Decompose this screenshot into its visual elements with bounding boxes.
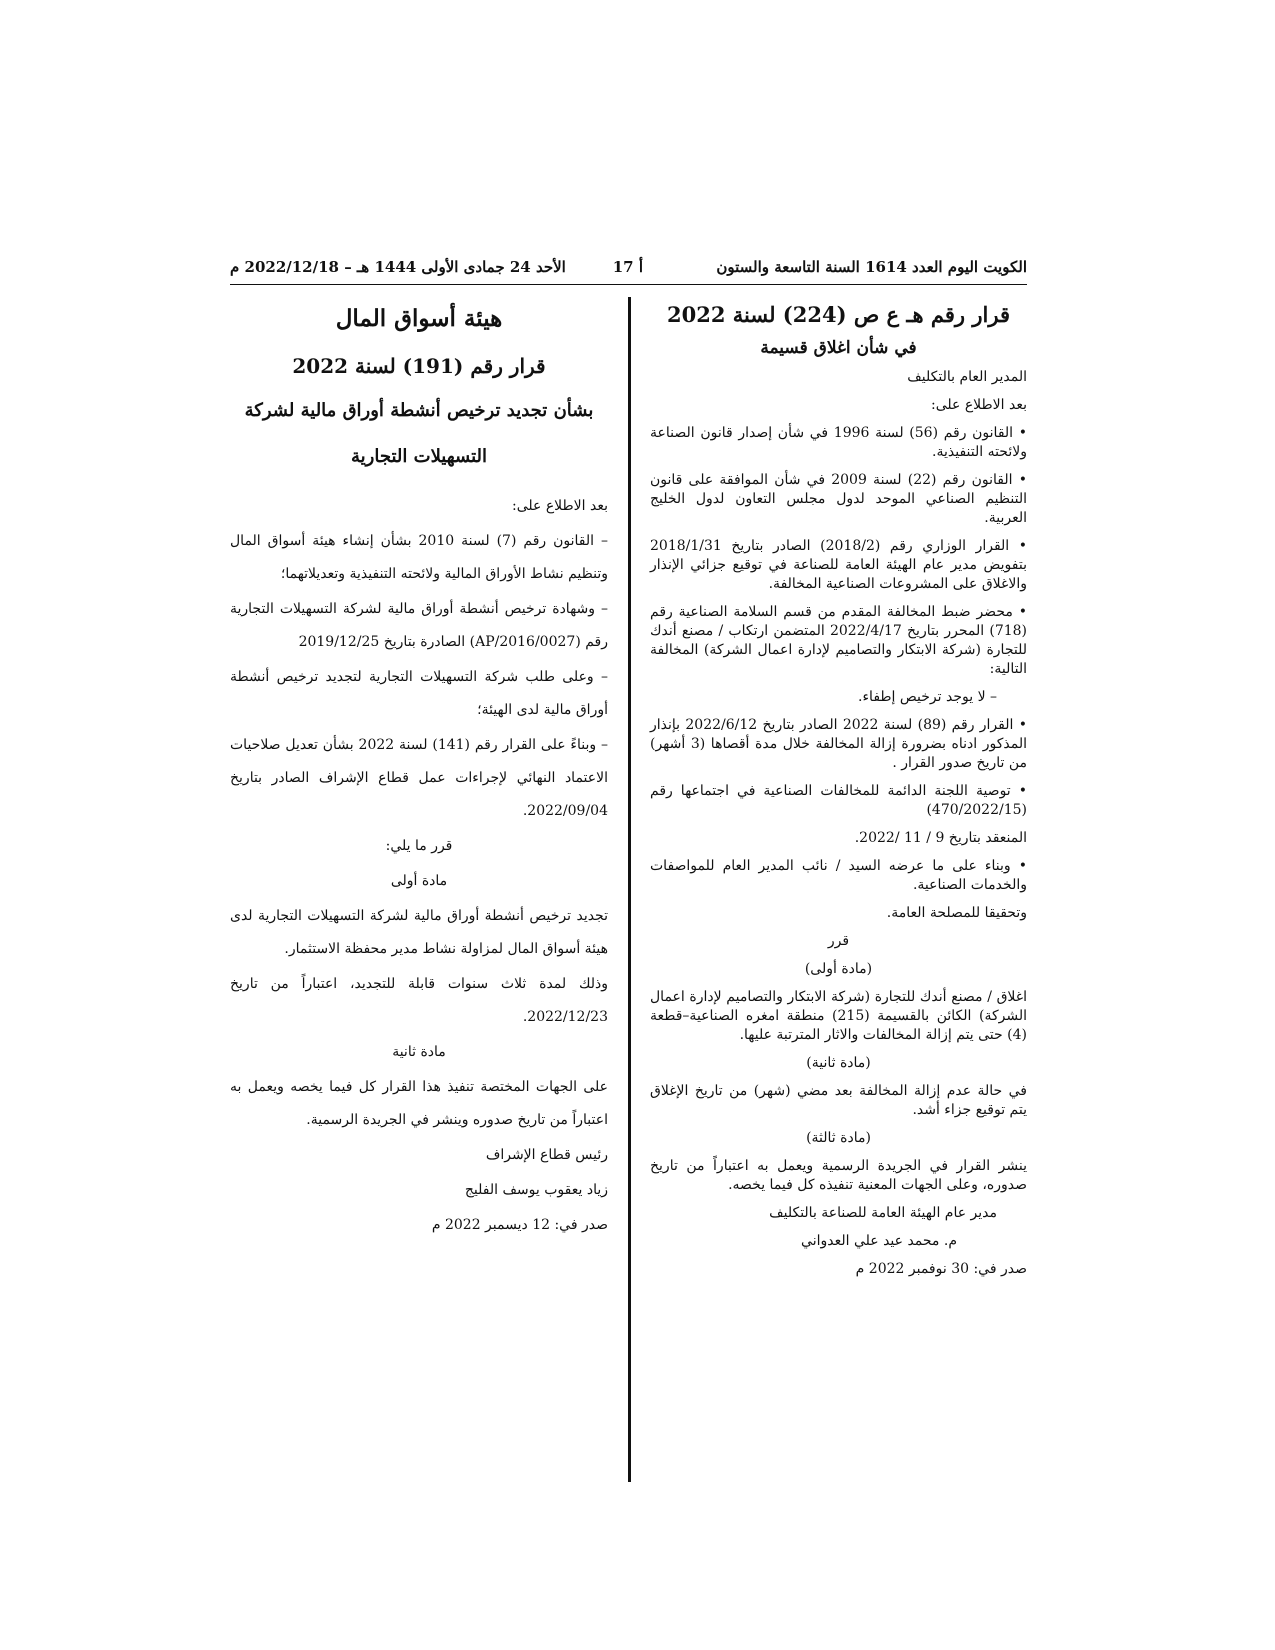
paragraph: المنعقد بتاريخ 9 / 11 /2022. bbox=[854, 830, 1027, 846]
paragraph: • القرار رقم (89) لسنة 2022 الصادر بتاريخ 2022/6/12 بإنذار المذكور ادناه بضرورة إزالة المخالفة خلال مدة أقصاها (3 أشهر) من تاريخ صدور القرار . bbox=[650, 717, 1027, 771]
paragraph: وتحقيقا للمصلحة العامة. bbox=[886, 905, 1027, 921]
paragraph: • القانون رقم (56) لسنة 1996 في شأن إصدار قانون الصناعة ولائحته التنفيذية. bbox=[650, 425, 1027, 460]
decided-heading: قرر bbox=[827, 933, 850, 949]
issue-date: الأحد 24 جمادى الأولى 1444 هـ – 2022/12/18 م bbox=[230, 258, 566, 276]
left-column bbox=[230, 300, 608, 1244]
decision-subtitle: في شأن اغلاق قسيمة bbox=[760, 338, 917, 358]
article-text: تجديد ترخيص أنشطة أوراق مالية لشركة التسهيلات التجارية لدى هيئة أسواق المال لمزاولة نشاط مدير محفظة الاستثمار. bbox=[230, 908, 608, 957]
after-review: بعد الاطلاع على: bbox=[931, 397, 1027, 413]
paragraph: – وبناءً على القرار رقم (141) لسنة 2022 بشأن تعديل صلاحيات الاعتماد النهائي لإجراءات عمل قطاع الإشراف الصادر بتاريخ 2022/09/04. bbox=[230, 737, 608, 819]
decision-subject: بشأن تجديد ترخيص أنشطة أوراق مالية لشركة bbox=[244, 400, 594, 421]
decision-subject-2: التسهيلات التجارية bbox=[350, 446, 488, 467]
column-divider bbox=[628, 297, 631, 1482]
paragraph: – وعلى طلب شركة التسهيلات التجارية لتجديد ترخيص أنشطة أوراق مالية لدى الهيئة؛ bbox=[230, 669, 608, 718]
after-review: بعد الاطلاع على: bbox=[512, 498, 608, 514]
page-number: أ 17 bbox=[612, 258, 643, 276]
gazette-issue: الكويت اليوم العدد 1614 السنة التاسعة والستون bbox=[716, 258, 1027, 276]
authority-name: هيئة أسواق المال bbox=[335, 305, 503, 332]
article-text: وذلك لمدة ثلاث سنوات قابلة للتجديد، اعتباراً من تاريخ 2022/12/23. bbox=[230, 976, 608, 1025]
paragraph: • القانون رقم (22) لسنة 2009 في شأن الموافقة على قانون التنظيم الصناعي الموحد لدول مجلس التعاون لدول الخليج العربية. bbox=[650, 472, 1027, 526]
article-text: على الجهات المختصة تنفيذ هذا القرار كل فيما يخصه ويعمل به اعتباراً من تاريخ صدوره وينشر في الجريدة الرسمية. bbox=[230, 1079, 608, 1128]
paragraph: – وشهادة ترخيص أنشطة أوراق مالية لشركة التسهيلات التجارية رقم (AP/2016/0027) الصادرة بتاريخ 2019/12/25 bbox=[230, 601, 608, 650]
article-text: اغلاق / مصنع أندك للتجارة (شركة الابتكار والتصاميم لإدارة اعمال الشركة) الكائن بالقسيمة (215) منطقة امغره الصناعية–قطعة (4) حتى يتم إزالة المخالفات والاثار المترتبة عليها. bbox=[650, 989, 1027, 1043]
article-text: في حالة عدم إزالة المخالفة بعد مضي (شهر) من تاريخ الإغلاق يتم توقيع جزاء أشد. bbox=[650, 1083, 1027, 1118]
right-column bbox=[650, 300, 1027, 1288]
signature-title: مدير عام الهيئة العامة للصناعة بالتكليف bbox=[769, 1205, 997, 1221]
decision-title: قرار رقم (191) لسنة 2022 bbox=[292, 354, 546, 378]
article-title: (مادة ثانية) bbox=[806, 1055, 871, 1071]
paragraph: • القرار الوزاري رقم (2018/2) الصادر بتاريخ 2018/1/31 بتفويض مدير عام الهيئة العامة للصناعة في توقيع جزائي الإنذار والاغلاق على المشروعات الصناعية المخالفة. bbox=[650, 538, 1027, 592]
issue-date-line: صدر في: 30 نوفمبر 2022 م bbox=[855, 1261, 1027, 1277]
paragraph: – لا يوجد ترخيص إطفاء. bbox=[858, 689, 997, 705]
paragraph: – القانون رقم (7) لسنة 2010 بشأن إنشاء هيئة أسواق المال وتنظيم نشاط الأوراق المالية ولائحته التنفيذية وتعديلاتهما؛ bbox=[230, 533, 609, 582]
article-title: (مادة أولى) bbox=[804, 961, 873, 977]
paragraph: • محضر ضبط المخالفة المقدم من قسم السلامة الصناعية رقم (718) المحرر بتاريخ 2022/4/17 المتضمن ارتكاب / مصنع أندك للتجارة (شركة الابتكار والتصاميم لإدارة اعمال الشركة) المخالفة التالية: bbox=[650, 604, 1028, 677]
decision-title: قرار رقم هـ ع ص (224) لسنة 2022 bbox=[667, 302, 1010, 327]
paragraph: • توصية اللجنة الدائمة للمخالفات الصناعية في اجتماعها رقم (470/2022/15) bbox=[650, 783, 1027, 818]
issuer: المدير العام بالتكليف bbox=[907, 369, 1027, 385]
issue-date-line: صدر في: 12 ديسمبر 2022 م bbox=[431, 1217, 608, 1233]
paragraph: • وبناء على ما عرضه السيد / نائب المدير العام للمواصفات والخدمات الصناعية. bbox=[650, 858, 1027, 893]
article-title: مادة ثانية bbox=[392, 1044, 446, 1060]
article-text: ينشر القرار في الجريدة الرسمية ويعمل به اعتباراً من تاريخ صدوره، وعلى الجهات المعنية تنفيذه كل فيما يخصه. bbox=[650, 1158, 1027, 1193]
signature-name: زياد يعقوب يوسف الفليج bbox=[464, 1182, 608, 1198]
article-title: مادة أولى bbox=[390, 873, 448, 889]
signature-title: رئيس قطاع الإشراف bbox=[485, 1147, 608, 1163]
page-header bbox=[230, 258, 1027, 285]
signature-name: م. محمد عيد علي العدواني bbox=[801, 1233, 957, 1249]
decided-heading: قرر ما يلي: bbox=[385, 838, 453, 854]
article-title: (مادة ثالثة) bbox=[806, 1130, 871, 1146]
